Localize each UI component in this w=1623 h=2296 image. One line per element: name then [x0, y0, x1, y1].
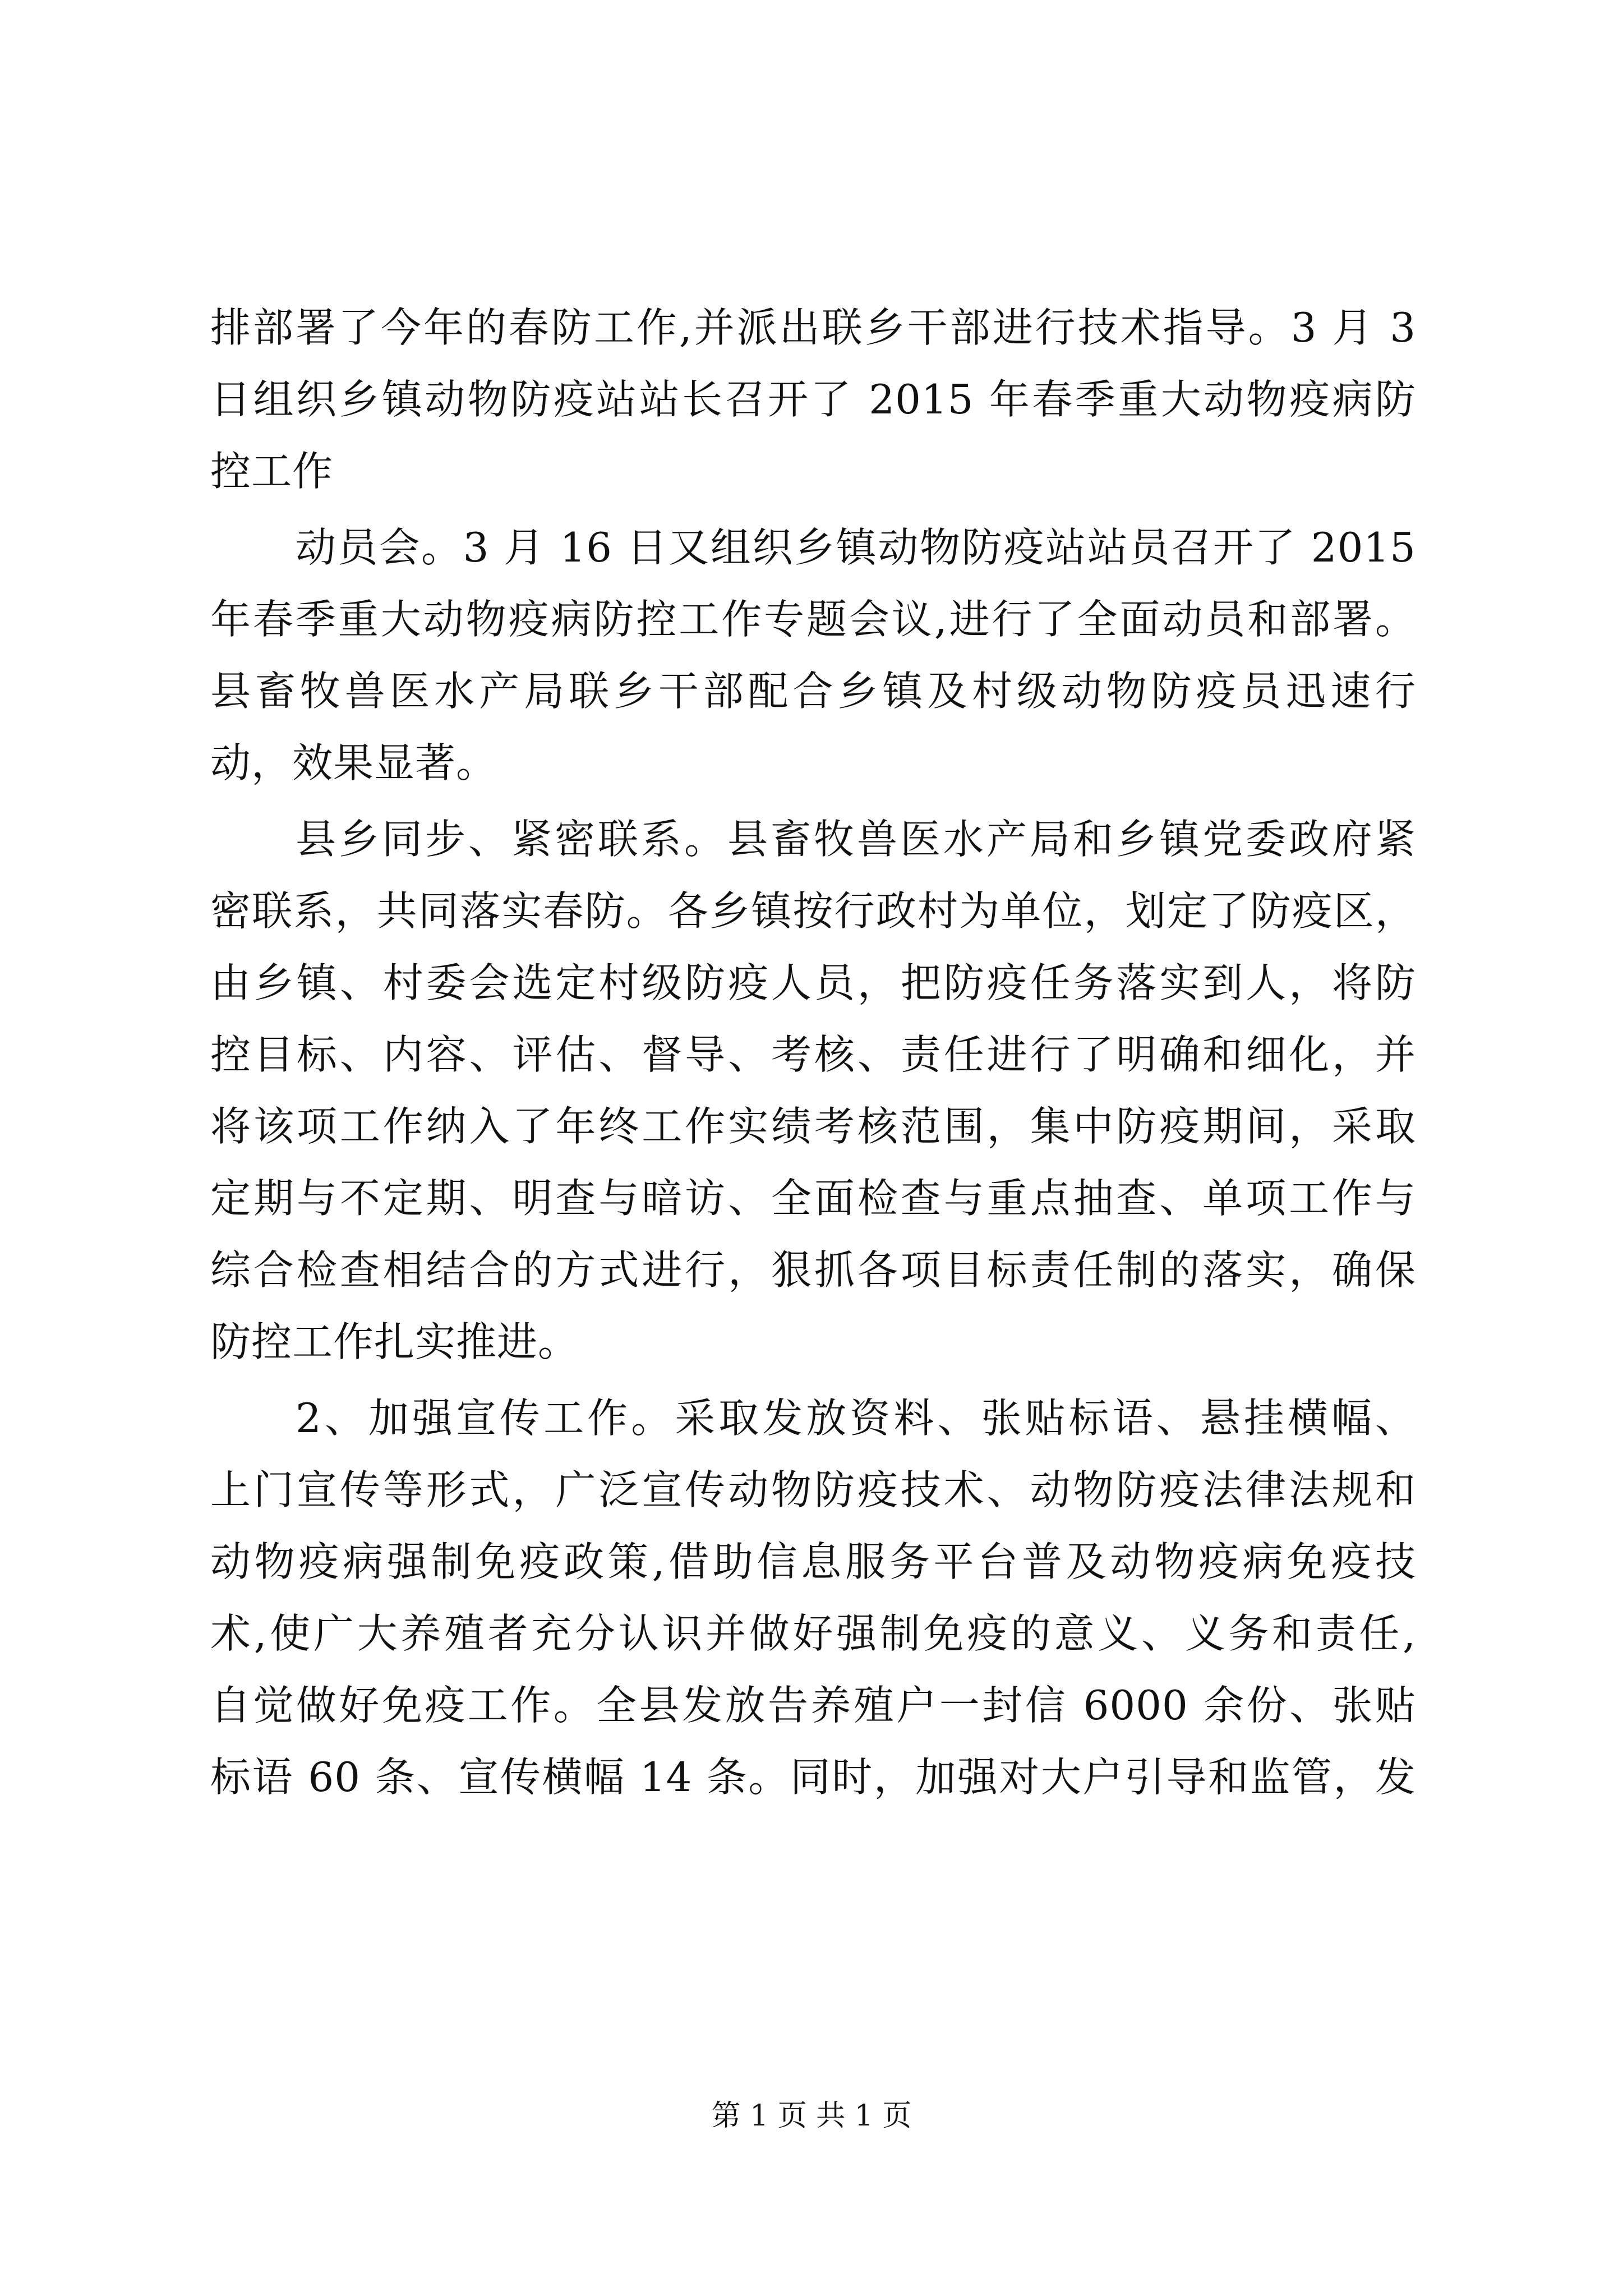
page-number-label: 第 1 页 共 1 页 — [711, 2099, 912, 2133]
text-line: 由乡镇、村委会选定村级防疫人员，把防疫任务落实到人，将防 — [210, 959, 1416, 1006]
document-body — [210, 292, 1416, 1813]
text-line: 控目标、内容、评估、督导、考核、责任进行了明确和细化，并 — [210, 1031, 1416, 1078]
text-line: 自觉做好免疫工作。全县发放告养殖户一封信 6000 余份、张贴 — [210, 1682, 1416, 1729]
text-line: 日组织乡镇动物防疫站站长召开了 2015 年春季重大动物疫病防 — [210, 376, 1416, 423]
page-footer — [0, 2098, 1623, 2134]
text-line: 县乡同步、紧密联系。县畜牧兽医水产局和乡镇党委政府紧 — [296, 816, 1416, 863]
text-line: 上门宣传等形式，广泛宣传动物防疫技术、动物防疫法律法规和 — [210, 1466, 1416, 1513]
text-line: 定期与不定期、明查与暗访、全面检查与重点抽查、单项工作与 — [210, 1175, 1416, 1222]
text-line: 控工作 — [210, 448, 334, 495]
text-line: 密联系，共同落实春防。各乡镇按行政村为单位，划定了防疫区， — [210, 887, 1416, 935]
text-line: 术,使广大养殖者充分认识并做好强制免疫的意义、义务和责任, — [210, 1610, 1416, 1657]
text-line: 标语 60 条、宣传横幅 14 条。同时，加强对大户引导和监管，发 — [210, 1754, 1416, 1801]
text-line: 将该项工作纳入了年终工作实绩考核范围，集中防疫期间，采取 — [210, 1103, 1416, 1150]
text-line: 排部署了今年的春防工作,并派出联乡干部进行技术指导。3 月 3 — [210, 304, 1416, 351]
text-line: 综合检查相结合的方式进行，狠抓各项目标责任制的落实，确保 — [210, 1246, 1416, 1294]
text-line: 2、加强宣传工作。采取发放资料、张贴标语、悬挂横幅、 — [296, 1395, 1416, 1442]
text-line: 防控工作扎实推进。 — [210, 1318, 579, 1365]
text-line: 动员会。3 月 16 日又组织乡镇动物防疫站站员召开了 2015 — [296, 524, 1416, 571]
text-line: 动，效果显著。 — [210, 739, 497, 786]
text-line: 县畜牧兽医水产局联乡干部配合乡镇及村级动物防疫员迅速行 — [210, 668, 1416, 715]
text-line: 年春季重大动物疫病防控工作专题会议,进行了全面动员和部署。 — [210, 596, 1416, 643]
text-line: 动物疫病强制免疫政策,借助信息服务平台普及动物疫病免疫技 — [210, 1538, 1416, 1585]
